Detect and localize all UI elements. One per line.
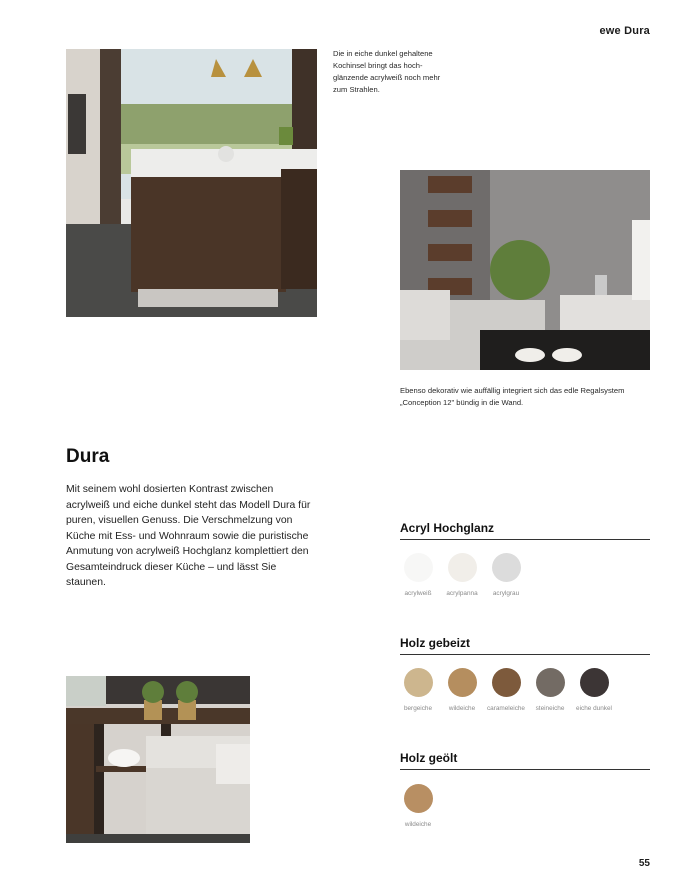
swatch-label: bergeiche (403, 705, 433, 712)
swatch-acrylweiss (396, 553, 440, 597)
kitchen-island-photo (66, 49, 317, 317)
swatch-carameleiche (484, 668, 528, 712)
swatch-label: carameleiche (486, 705, 525, 712)
dining-area-photo (66, 676, 250, 843)
color-chip (404, 784, 433, 813)
swatch-bergeiche (396, 668, 440, 712)
color-chip (536, 668, 565, 697)
swatch-wildeiche-geoelt (396, 784, 440, 828)
swatch-label: acrylweiß (404, 590, 432, 597)
acryl-section-title: Acryl Hochglanz (400, 521, 650, 540)
swatch-steineiche (528, 668, 572, 712)
holz-gebeizt-section-title: Holz gebeizt (400, 636, 650, 655)
color-chip (492, 553, 521, 582)
swatch-label: eiche dunkel (576, 705, 612, 712)
intro-paragraph: Mit seinem wohl dosierten Kontrast zwischen acrylweiß und eiche dunkel steht das Modell Dura für puren, visuellen Genuss. Die Verschmelzung von Küche mit Ess- und Wohnraum sowie die puristische Anmutung von acrylweiß Hochglanz komplettiert den Gesamteindruck dieser Küche – und lässt Sie staunen. (66, 484, 311, 588)
holz-geoelt-swatches (396, 784, 440, 828)
page-title: Dura (66, 446, 110, 467)
holz-geoelt-section-title: Holz geölt (400, 751, 650, 770)
color-chip (580, 668, 609, 697)
kitchen-island-caption: Die in eiche dunkel gehaltene Kochinsel bringt das hoch-glänzende acrylweiß noch mehr zum Strahlen. (333, 49, 441, 94)
swatch-eiche-dunkel (572, 668, 616, 712)
page-number: 55 (638, 858, 650, 869)
swatch-label: wildeiche (404, 821, 432, 828)
swatch-label: steineiche (535, 705, 565, 712)
swatch-acrylgrau (484, 553, 528, 597)
swatch-label: wildeiche (448, 705, 476, 712)
color-chip (448, 668, 477, 697)
color-chip (404, 668, 433, 697)
brand-label: ewe Dura (599, 25, 650, 37)
swatch-acrylpanna (440, 553, 484, 597)
swatch-wildeiche (440, 668, 484, 712)
swatch-label: acrylgrau (492, 590, 520, 597)
living-room-photo (400, 170, 650, 370)
swatch-label: acrylpanna (446, 590, 478, 597)
acryl-swatches (396, 553, 528, 597)
color-chip (404, 553, 433, 582)
color-chip (448, 553, 477, 582)
color-chip (492, 668, 521, 697)
living-room-caption: Ebenso dekorativ wie auffällig integriert sich das edle Regalsystem „Conception 12" bündig in die Wand. (400, 386, 625, 407)
holz-gebeizt-swatches (396, 668, 616, 712)
